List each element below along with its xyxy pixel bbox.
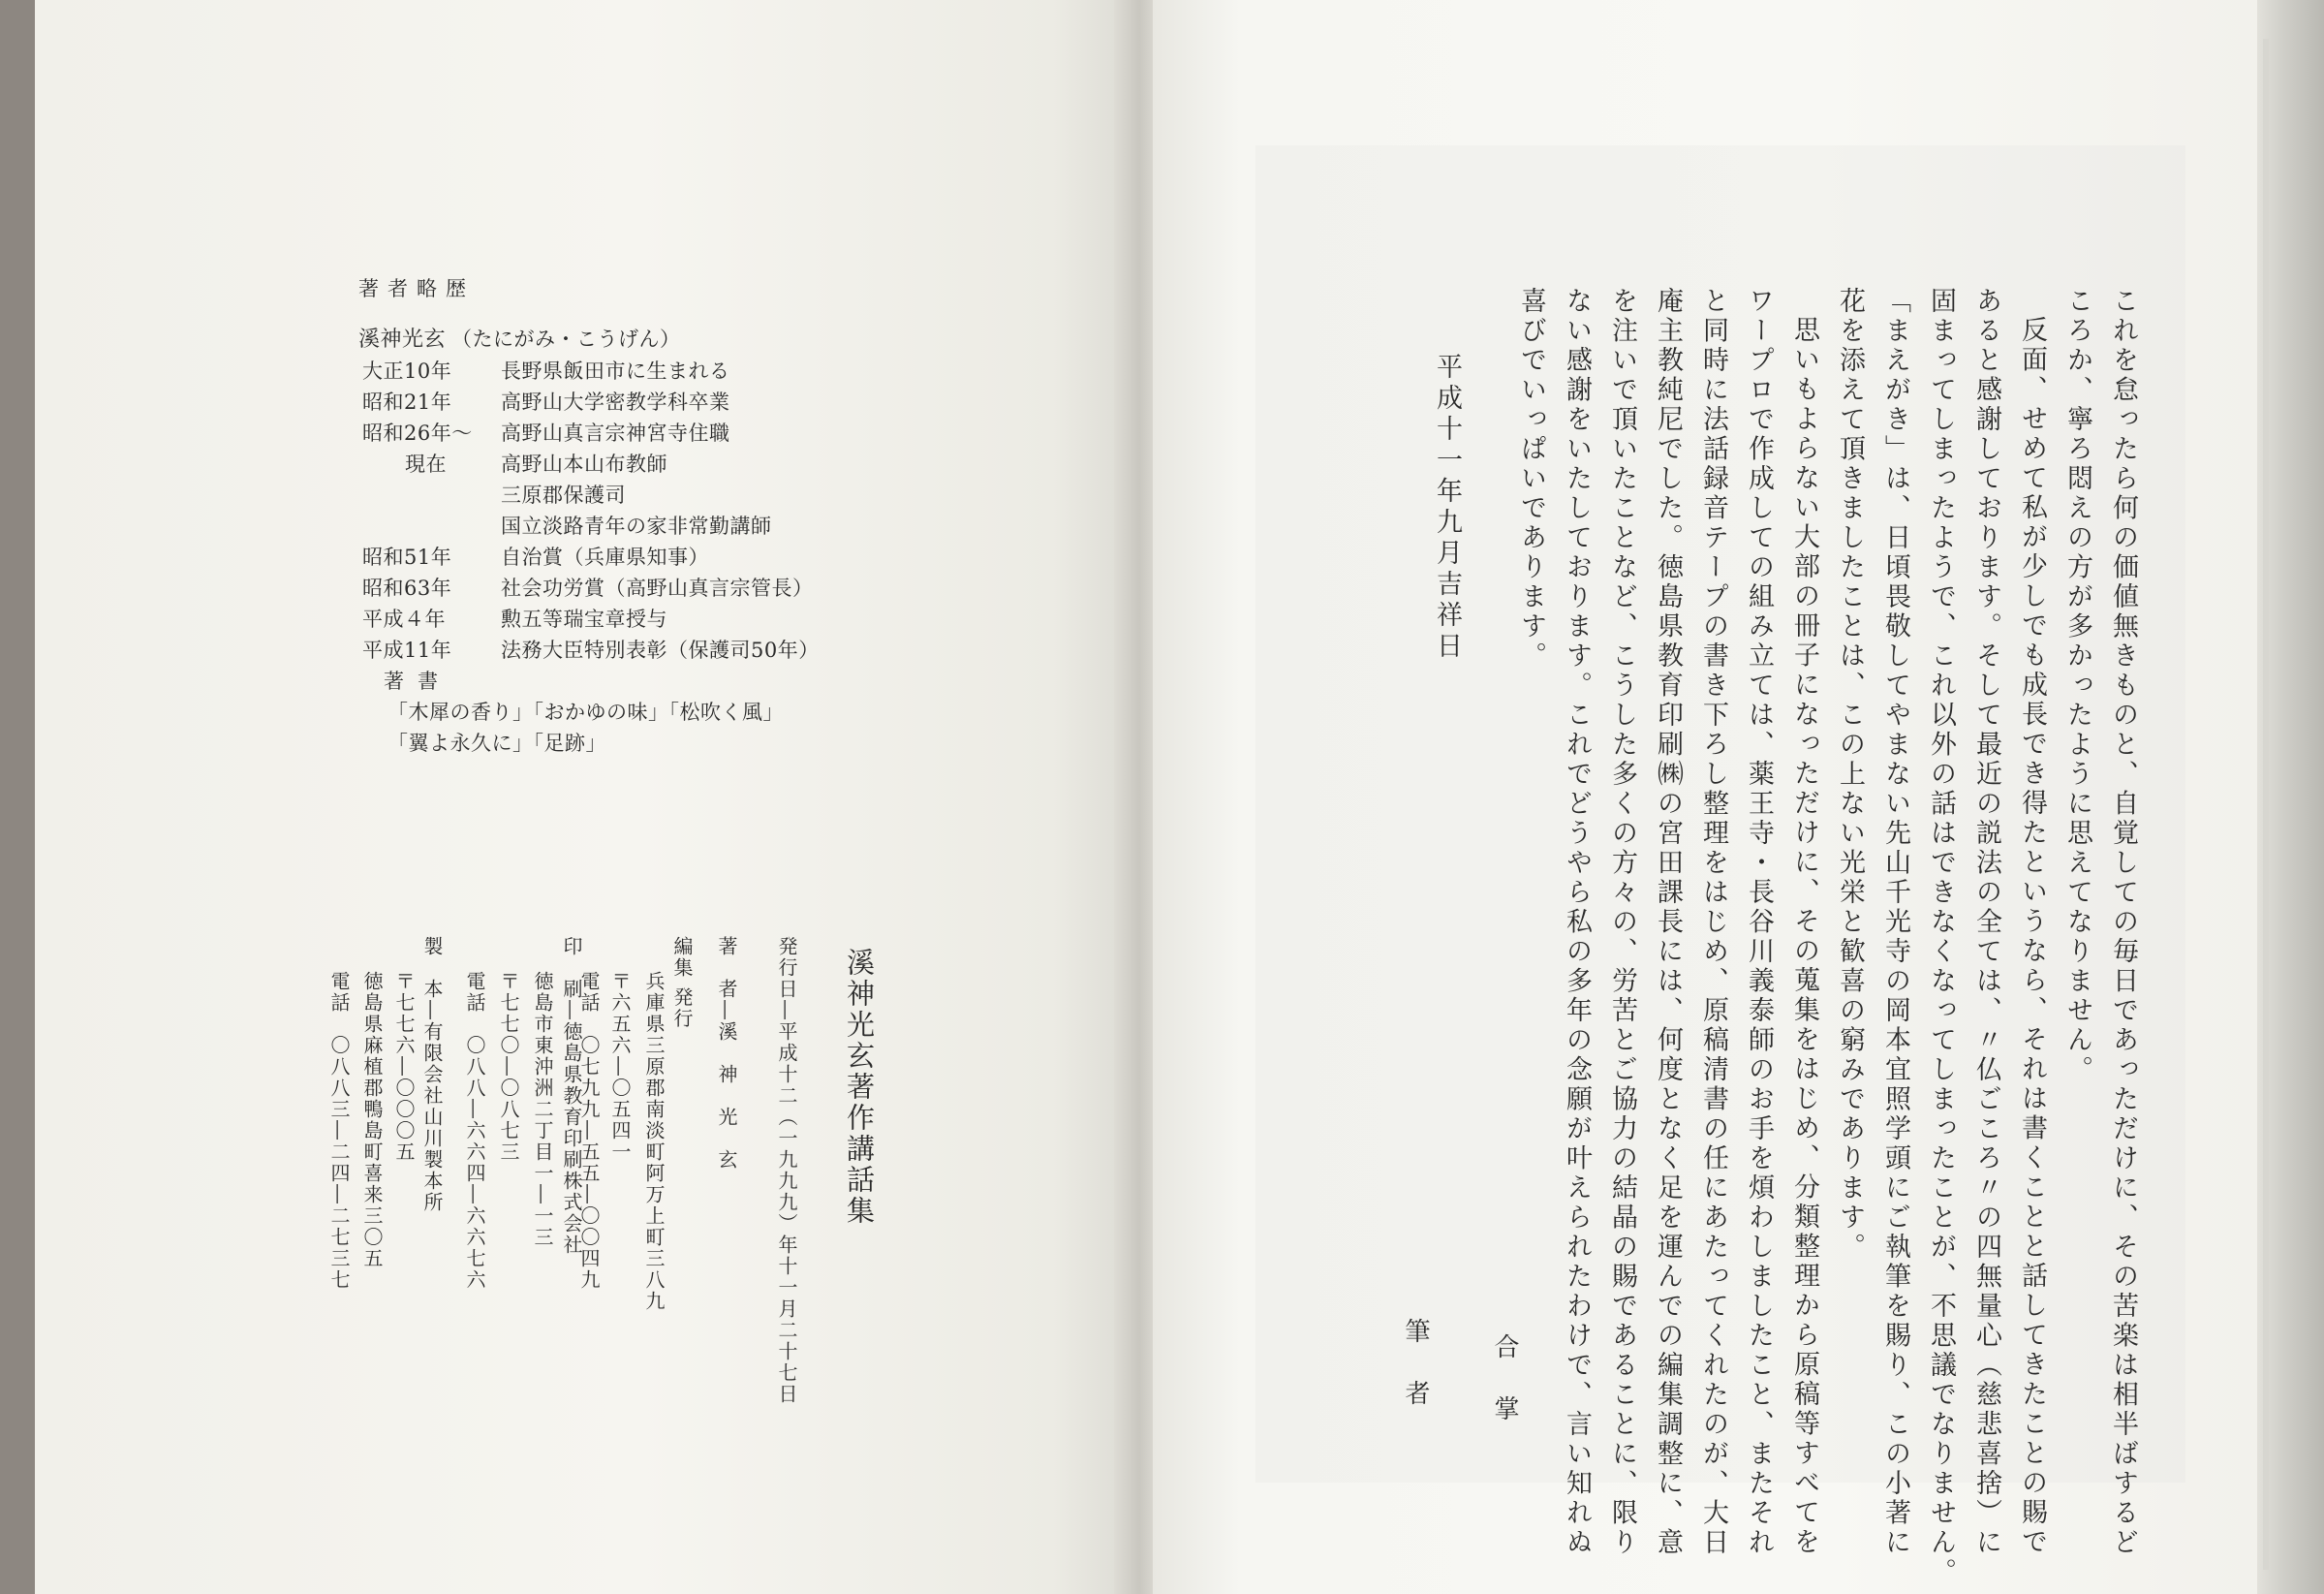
author-name-reading: （たにがみ・こうげん） [451,328,681,351]
bio-entry-date: 昭和21年 [362,391,452,414]
bio-entry-text: 高野山大学密教学科卒業 [501,391,730,414]
bio-entry [358,449,784,480]
bio-entry-text: 法務大臣特別表彰（保護司50年） [501,639,820,662]
bio-entry-date: 平成４年 [362,608,446,631]
bio-entry [358,511,784,542]
preface-line: と同時に法話録音テープの書き下ろし整理をはじめ、原稿清書の任にあたってくれたのが、大日 [1698,287,1728,1558]
colophon-editor-label: 編集 発行 [670,936,694,1030]
colophon-date-label: 発行日 [775,936,798,1000]
preface-signature: 筆者 [1401,1318,1430,1442]
bio-entry-date: 昭和63年 [362,577,452,600]
preface-line: ころか、寧ろ悶えの方が多かったように思えてなりません。 [2062,287,2092,1085]
colophon-binder-value: 有限会社山川製本所 [420,1021,444,1213]
bio-entry-date: 平成11年 [362,639,452,662]
colophon-printer: 印 刷―徳島県教育印刷株式会社 [560,936,583,1256]
colophon-author: 著 者―溪 神 光 玄 [715,936,738,1171]
bio-entry-text: 長野県飯田市に生まれる [501,359,730,383]
colophon-editor-address-text: 兵庫県三原郡南淡町阿万上町三八九 [642,971,666,1312]
colophon-title: 溪神光玄著作講話集 [843,948,876,1227]
colophon-printer-address: 徳島市東沖洲二丁目一―一三 [531,971,554,1248]
bio-entry-date: 昭和51年 [362,546,452,569]
author-name: 溪神光玄 [358,328,447,352]
colophon-binder-zip: 〒七七六―〇〇〇五 [392,971,416,1163]
preface-line: 花を添えて頂きましたことは、この上ない光栄と歓喜の窮みであります。 [1835,287,1865,1263]
preface-line: ワープロで作成しての組み立ては、薬王寺・長谷川義泰師のお手を煩わしましたこと、またそれ [1744,287,1774,1558]
bio-entry [358,635,820,666]
preface-line: これを怠ったら何の価値無きものと、自覚しての毎日であっただけに、その苦楽は相半ばするど [2108,287,2138,1558]
preface-line: 思いもよらない大部の冊子になっただけに、その蒐集をはじめ、分類整理から原稿等すべてを [1789,316,1819,1557]
works-heading: 著書 [384,670,451,693]
bio-entry [358,542,784,573]
colophon-publish-date: 発行日―平成十二（一九九九）年十一月二十七日 [775,936,798,1405]
preface-line: 「まえがき」は、日頃畏敬してやまない先山千光寺の岡本宜照学頭にご執筆を賜り、この小著に [1880,287,1910,1558]
bio-entry [358,573,814,604]
preface-line: を注いで頂いたことなど、こうした多くの方々の、労苦とご協力の結晶の賜であることに、限り [1607,287,1637,1558]
bio-entry [358,356,784,387]
bio-entry-text: 社会功労賞（高野山真言宗管長） [501,577,814,600]
page-edge-strip [2263,39,2269,1570]
colophon-printer-label: 印 刷 [560,936,583,1000]
colophon-binder-phone: 電話 〇八八三―二四―二七三七 [327,971,351,1291]
bio-entry [358,604,784,635]
colophon-printer-phone: 電話 〇八八―六六四―六六七六 [463,971,486,1291]
left-page [35,0,1130,1594]
bio-heading: 著者略歴 [358,277,475,300]
bio-entry [358,418,784,449]
preface-line: 喜びでいっぱいであります。 [1516,287,1546,672]
colophon-printer-value: 徳島県教育印刷株式会社 [560,1021,583,1256]
bio-entry-text: 勲五等瑞宝章授与 [501,608,667,631]
colophon-printer-zip: 〒七七〇―〇八七三 [497,971,520,1163]
bio-entry-text: 高野山本山布教師 [501,453,667,476]
preface-line: あると感謝しております。そして最近の説法の全ては、〃仏ごころ〃の四無量心（慈悲喜捨）に [1971,287,2001,1558]
bio-entry-text: 高野山真言宗神宮寺住職 [501,422,730,445]
preface-line: 反面、せめて私が少しでも成長でき得たというなら、それは書くことと話してきたことの賜で [2017,316,2047,1557]
preface-closing: 合掌 [1490,1333,1519,1457]
preface-line: ない感謝をいたしております。これでどうやら私の多年の念願が叶えられたわけで、言い知れぬ [1562,287,1592,1558]
bio-entry-date: 昭和26年～ [362,422,473,445]
colophon-editor-zip-phone [610,971,630,1163]
colophon-editor-zip: 〒六五六―〇五四一 [608,971,632,1163]
bio-entry [358,387,784,418]
works-list-line: 「木犀の香り」「おかゆの味」「松吹く風」 [387,701,784,724]
bio-entry [358,480,784,511]
colophon-author-label: 著 者 [715,936,738,1000]
preface-date: 平成十一年九月吉祥日 [1432,353,1462,663]
bio-entry-date: 現在 [405,453,447,476]
colophon-binder-address: 徳島県麻植郡鴨島町喜来三〇五 [360,971,384,1269]
bio-entry-text: 国立淡路青年の家非常勤講師 [501,515,772,538]
colophon-binder: 製 本―有限会社山川製本所 [420,936,444,1213]
colophon-binder-label: 製 本 [420,936,444,1000]
colophon-editor-address [644,971,664,1312]
bio-entry-text: 自治賞（兵庫県知事） [501,546,709,569]
preface-line: 固まってしまったようで、これ以外の話はできなくなってしまったことが、不思議でなりません。 [1926,287,1956,1587]
bio-name-row [358,324,784,356]
preface-line: 庵主教純尼でした。徳島県教育印刷㈱の宮田課長には、何度となく足を運んでの編集調整に、意 [1653,287,1683,1558]
author-biography [358,273,820,759]
colophon-date-value: 平成十二（一九九九）年十一月二十七日 [775,1021,798,1405]
colophon-editor-phone: 電話 〇七九九―五五―〇〇四九 [577,971,601,1291]
bio-entry-text: 三原郡保護司 [501,484,626,507]
colophon-author-value: 溪 神 光 玄 [715,1021,738,1171]
works-list-line: 「翼よ永久に」「足跡」 [387,732,606,755]
bio-entry-date: 大正10年 [362,359,452,383]
